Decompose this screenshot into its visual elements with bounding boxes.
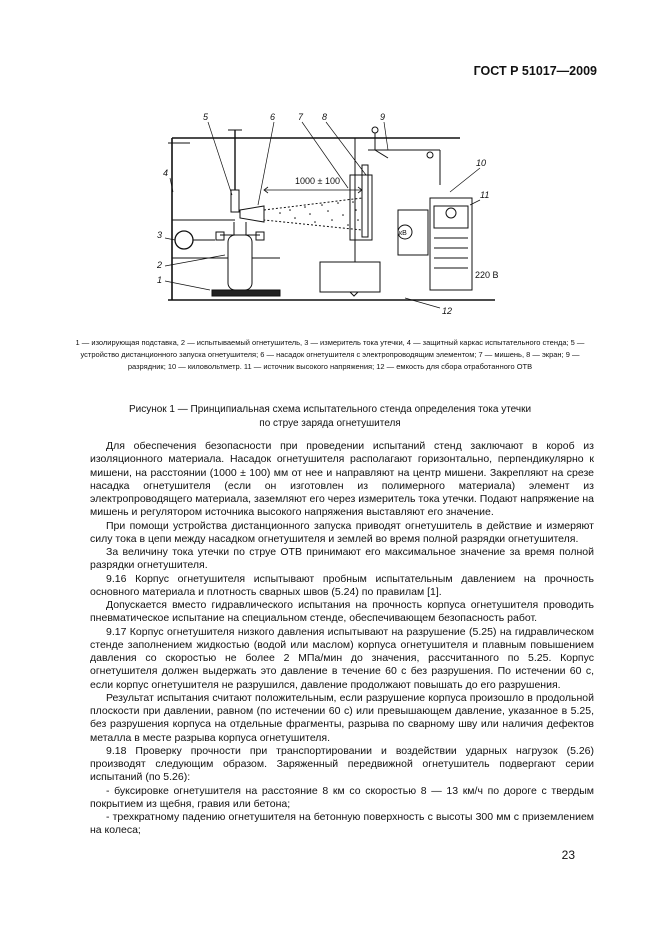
callout-10: 10 [476, 158, 487, 168]
kilovoltmeter [398, 210, 428, 255]
paragraph: Допускается вместо гидравлического испытания на прочность корпуса огнетушителя проводить пневматическое испытание на специальном стенде, обеспечивающем безопасность работ. [90, 599, 594, 625]
callout-9: 9 [380, 112, 386, 122]
test-stand-diagram [140, 110, 510, 325]
voltage-label: 220 В [475, 270, 499, 280]
hv-source [430, 198, 472, 290]
agent-jet [264, 198, 362, 230]
paragraph: За величину тока утечки по струе ОТВ принимают его максимальное значение за время полной разрядки огнетушителя. [90, 546, 594, 572]
callout-5: 5 [203, 112, 209, 122]
nozzle [240, 206, 264, 222]
paragraph: Для обеспечения безопасности при проведении испытаний стенд заключают в короб из изоляционного материала. Насадок огнетушителя располагают горизонтально, перпендикулярно к мишени, на расстоянии (1000 ± 100) мм от нее и направляют на центр мишени. Закрепляют на срезе насадка огнетушителя (если он изготовлен из полимерного материала) элемент из электропроводящего материала, заземляют его через измеритель тока утечки. Подают напряжение на мишень и регулятором источника высокого напряжения выставляют его значение. [90, 440, 594, 519]
paragraph: 9.17 Корпус огнетушителя низкого давления испытывают на разрушение (5.25) на гидравлическом стенде заполнением жидкостью (водой или маслом) корпуса огнетушителя и плавным повышением давления со скоростью не более 2 МПа/мин до значения, рассчитанного по 5.25. Корпус огнетушителя должен выдержать это давление в течение 60 с без разрушения. По истечении 60 с, если корпус огнетушителя не разрушился, давление продолжают повышать до его разрушения. [90, 625, 594, 691]
callout-1: 1 [157, 275, 163, 285]
callout-12: 12 [442, 306, 453, 316]
callout-8: 8 [322, 112, 328, 122]
callout-4: 4 [163, 168, 169, 178]
caption-line-1: Рисунок 1 — Принципиальная схема испытательного стенда определения тока утечки [128, 404, 532, 415]
remote-launch-device [228, 130, 242, 212]
target [362, 165, 368, 237]
paragraph: - буксировке огнетушителя на расстояние 8 км со скоростью 8 — 13 км/ч по дороге с твердым покрытием из щебня, гравия или бетона; [90, 784, 594, 810]
callout-11: 11 [480, 190, 490, 200]
caption-line-2: по струе заряда огнетушителя [259, 418, 401, 429]
paragraph: 9.18 Проверку прочности при транспортировании и воздействии ударных нагрузок (5.26) производят следующим образом. Заряженный передвижной огнетушитель подвергают серии испытаний (по 5.26): [90, 744, 594, 784]
paragraph: 9.16 Корпус огнетушителя испытывают пробным испытательным давлением на прочность основного материала и плотность сварных швов (5.24) по правилам [1]. [90, 572, 594, 598]
page-number: 23 [561, 848, 575, 862]
extinguisher [216, 222, 264, 290]
meter-label: кВ [399, 230, 407, 237]
insulating-stand [212, 290, 280, 296]
figure-caption [62, 403, 598, 431]
leakage-meter [175, 231, 193, 249]
spark-gap [368, 127, 440, 185]
screen [350, 175, 372, 240]
body-text [90, 440, 594, 838]
paragraph: - трехкратному падению огнетушителя на бетонную поверхность с высоты 300 мм с приземлением на колеса; [90, 811, 594, 837]
collection-container [320, 262, 380, 292]
callout-3: 3 [157, 230, 163, 240]
distance-label: 1000 ± 100 [295, 176, 340, 186]
standard-header: ГОСТ Р 51017—2009 [473, 64, 597, 78]
callout-7: 7 [298, 112, 304, 122]
callout-2: 2 [157, 260, 163, 270]
paragraph: Результат испытания считают положительным, если разрушение корпуса произошло в продольной плоскости при давлении, равном (по истечении 60 с) или превышающем давление, указанное в 5.25, без разрушения корпуса на отдельные фрагменты, разрыва по сварному шву или наличия дефектов металла в месте разрыва корпуса огнетушителя. [90, 691, 594, 744]
callout-6: 6 [270, 112, 276, 122]
paragraph: При помощи устройства дистанционного запуска приводят огнетушитель в действие и измеряют силу тока в цепи между насадком огнетушителя и землей во время полной разрядки огнетушителя. [90, 519, 594, 545]
figure-legend: 1 — изолирующая подставка, 2 — испытываемый огнетушитель, 3 — измеритель тока утечки, 4 — защитный каркас испытательного стенда; 5 — устройство дистанционного запуска огнетушителя; 6 — насадок огнетушителя с электропроводящим элементом; 7 — мишень, 8 — экран; 9 — разрядник; 10 — киловольтметр. 11 — источник высокого напряжения; 12 — емкость для сбора отработанного ОТВ [75, 338, 585, 371]
